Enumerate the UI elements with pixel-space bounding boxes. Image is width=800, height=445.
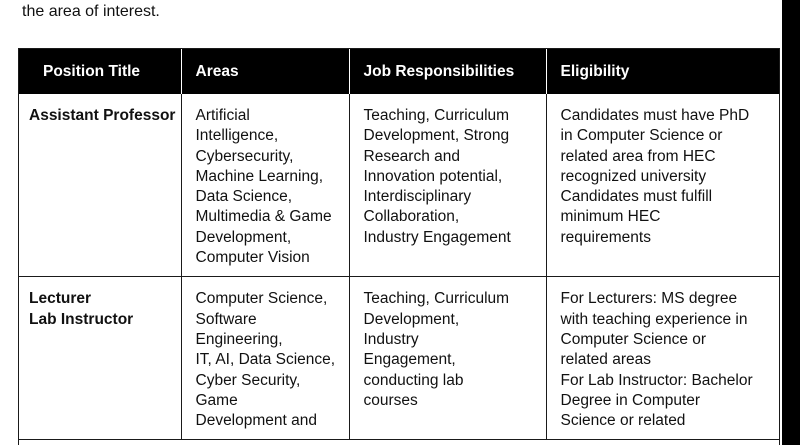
cell-line: Game xyxy=(195,391,238,409)
cell-line: Computer Vision xyxy=(195,249,310,267)
cell-line: Interdisciplinary xyxy=(363,188,472,206)
cell-line: Candidates must fulfill xyxy=(560,188,713,206)
cell-job-responsibilities xyxy=(349,94,546,277)
cell-line: Innovation potential, xyxy=(363,167,503,185)
cell-line: Engineering, xyxy=(195,330,283,348)
cell-position-title xyxy=(19,94,181,277)
cell-job-responsibilities xyxy=(349,277,546,440)
cell-line: Data Science, xyxy=(195,188,292,206)
cell-line: Development, xyxy=(195,228,292,246)
header-eligibility: Eligibility xyxy=(546,49,779,94)
cell-line: Development and xyxy=(195,412,317,430)
cell-line: Lab Instructor xyxy=(29,310,134,328)
cell-line: For Lab Instructor: Bachelor xyxy=(560,371,753,389)
table-row xyxy=(19,277,779,440)
table-row xyxy=(19,94,779,277)
cell-line: courses xyxy=(363,391,418,409)
cell-eligibility xyxy=(546,277,779,440)
table-header-row xyxy=(19,49,779,94)
intro-text: the area of interest. xyxy=(22,3,160,20)
cell-line: Industry xyxy=(363,330,419,348)
cell-line: Computer Science or xyxy=(560,330,707,348)
cell-line: related area from HEC xyxy=(560,147,716,165)
cell-line: Development, Strong xyxy=(363,127,510,145)
cell-line: Software xyxy=(195,310,257,328)
cell-line: in Computer Science or xyxy=(560,127,723,145)
cell-line: conducting lab xyxy=(363,371,464,389)
cell-line: Science or related xyxy=(560,412,686,430)
cell-line: Assistant Professor xyxy=(29,107,176,124)
header-job-responsibilities: Job Responsibilities xyxy=(349,49,546,94)
cell-line: Industry Engagement xyxy=(363,228,511,246)
cell-line: Candidates must have PhD xyxy=(560,107,750,124)
cell-areas xyxy=(181,277,349,440)
cell-line: Research and xyxy=(363,147,461,165)
cell-line: IT, AI, Data Science, xyxy=(195,351,336,369)
cell-areas xyxy=(181,94,349,277)
header-areas: Areas xyxy=(181,49,349,94)
cell-line: Lecturer xyxy=(29,290,92,308)
cell-line: Computer Science, xyxy=(195,290,328,308)
cell-line: Machine Learning, xyxy=(195,167,324,185)
cell-line: related areas xyxy=(560,351,651,369)
positions-table xyxy=(18,48,780,445)
cell-line: Teaching, Curriculum xyxy=(363,290,510,308)
cell-line: Teaching, Curriculum xyxy=(363,107,510,124)
cell-line: Engagement, xyxy=(363,351,456,369)
cell-line: Intelligence, xyxy=(195,127,279,145)
cell-line: Degree in Computer xyxy=(560,391,701,409)
cell-line: Multimedia & Game xyxy=(195,208,332,226)
cell-line: with teaching experience in xyxy=(560,310,748,328)
cell-line: For Lecturers: MS degree xyxy=(560,290,738,308)
cell-line: Development, xyxy=(363,310,460,328)
cell-line: Cyber Security, xyxy=(195,371,301,389)
cell-line: Cybersecurity, xyxy=(195,147,294,165)
cell-position-title xyxy=(19,277,181,440)
cell-line: Collaboration, xyxy=(363,208,460,226)
cell-line: recognized university xyxy=(560,167,707,185)
header-position-title: Position Title xyxy=(19,49,181,94)
cell-line: minimum HEC xyxy=(560,208,661,226)
cell-line: requirements xyxy=(560,228,651,246)
cell-line: Artificial xyxy=(195,107,250,124)
cell-eligibility xyxy=(546,94,779,277)
